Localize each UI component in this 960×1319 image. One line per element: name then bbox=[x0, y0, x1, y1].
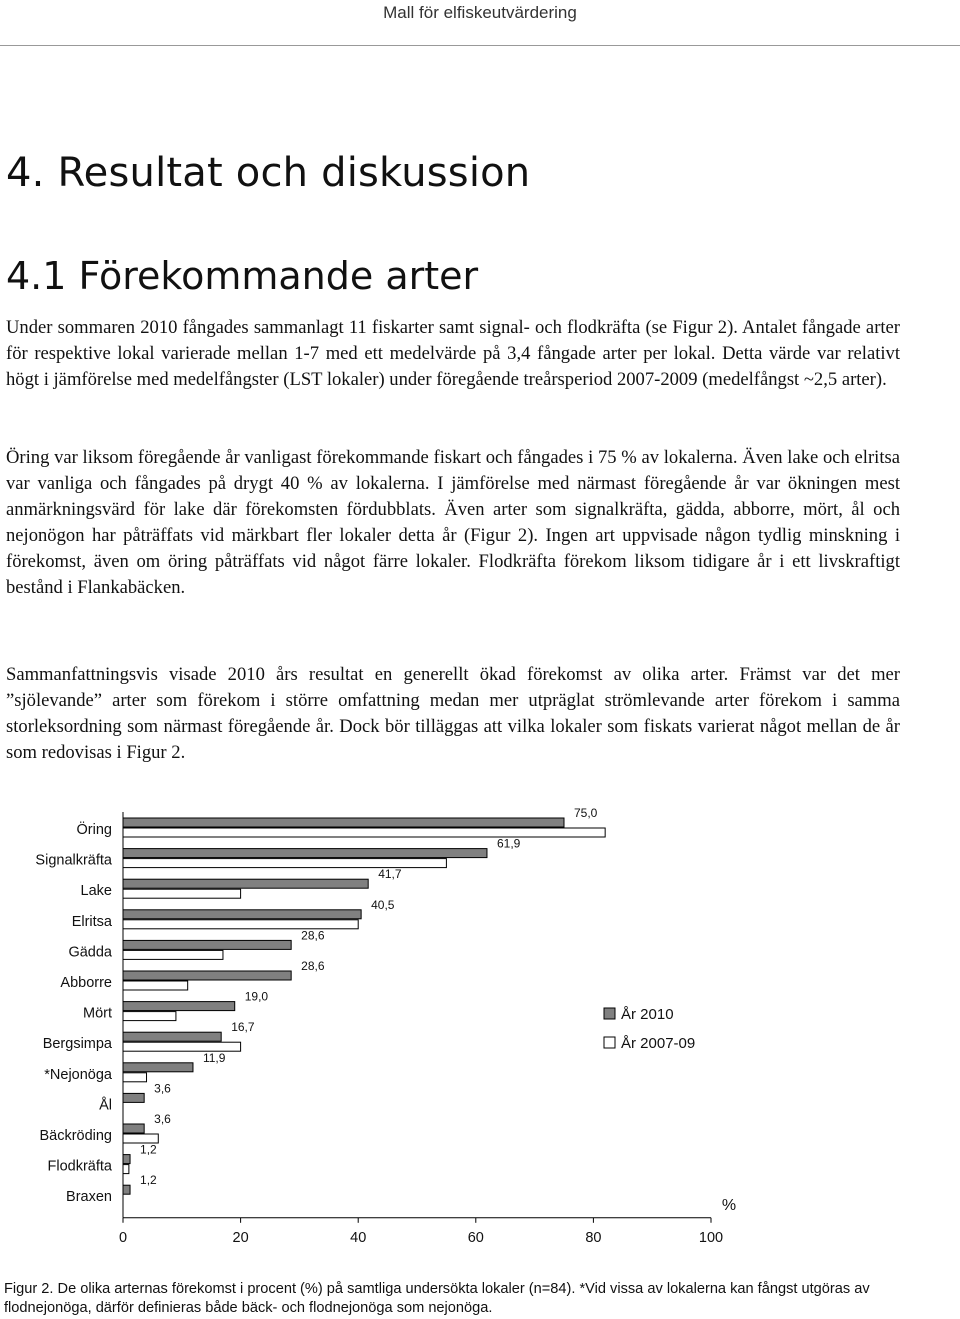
data-label: 1,2 bbox=[140, 1173, 157, 1188]
legend-swatch bbox=[604, 1008, 615, 1019]
bar-2010 bbox=[123, 1185, 130, 1194]
bar-2007-09 bbox=[123, 828, 605, 837]
category-label: Braxen bbox=[66, 1189, 112, 1206]
data-label: 16,7 bbox=[231, 1020, 255, 1035]
bar-2010 bbox=[123, 1155, 130, 1164]
data-label: 1,2 bbox=[140, 1142, 157, 1157]
figure-caption: Figur 2. De olika arternas förekomst i procent (%) på samtliga undersökta lokaler (n=84). *Vid vissa av lokalerna kan fångst utgöras av flodnejonöga, därför definieras både bäck- och flodnejonöga som nejonöga. bbox=[4, 1281, 870, 1316]
bar-2010 bbox=[123, 1032, 221, 1041]
category-label: Signalkräfta bbox=[35, 852, 112, 869]
x-tick-label: 100 bbox=[698, 1229, 724, 1246]
data-label: 28,6 bbox=[301, 959, 325, 973]
category-label: *Nejonöga bbox=[44, 1066, 112, 1083]
header-rule bbox=[0, 45, 960, 46]
chapter-title: 4. Resultat och diskussion bbox=[6, 150, 531, 196]
data-label: 19,0 bbox=[244, 989, 269, 1004]
bar-2007-09 bbox=[123, 1073, 147, 1082]
data-label: 41,7 bbox=[378, 867, 402, 882]
category-label: Abborre bbox=[60, 975, 112, 991]
legend-label: År 2007-09 bbox=[621, 1035, 696, 1052]
category-label: Öring bbox=[76, 822, 112, 838]
bar-2010 bbox=[123, 1002, 235, 1011]
category-label: Gädda bbox=[68, 944, 112, 961]
bar-2007-09 bbox=[123, 981, 188, 990]
bar-2010 bbox=[123, 910, 361, 919]
data-label: 28,6 bbox=[301, 928, 325, 943]
paragraph-3: Sammanfattningsvis visade 2010 års resultat en generellt ökad förekomst av olika arter. Främst var det mer ”sjölevande” arter som förekom i större omfattning medan mer utpräglat strömlevande arter förekom i samma storleksordning som närmast föregående år. Dock bör tilläggas att vilka lokaler som fiskats varierat något mellan de år som redovisas i Figur 2. bbox=[6, 664, 900, 763]
x-axis-label: % bbox=[721, 1196, 737, 1214]
bar-2010 bbox=[123, 818, 564, 827]
data-label: 11,9 bbox=[202, 1050, 226, 1065]
bar-2010 bbox=[123, 940, 291, 949]
category-label: Bäckröding bbox=[39, 1128, 112, 1144]
legend-swatch bbox=[604, 1037, 615, 1048]
species-occurrence-chart bbox=[0, 800, 960, 1260]
bar-2010 bbox=[123, 1124, 144, 1133]
data-label: 40,5 bbox=[371, 897, 395, 912]
x-tick-label: 60 bbox=[467, 1229, 484, 1246]
category-label: Lake bbox=[80, 883, 112, 900]
running-header: Mall för elfiskeutvärdering bbox=[383, 3, 577, 22]
data-label: 3,6 bbox=[154, 1112, 171, 1126]
bar-2010 bbox=[123, 1093, 144, 1102]
bar-2010 bbox=[123, 1063, 193, 1072]
x-tick-label: 80 bbox=[585, 1229, 602, 1246]
data-label: 61,9 bbox=[496, 836, 521, 851]
x-tick-label: 20 bbox=[232, 1229, 249, 1246]
category-label: Ål bbox=[99, 1097, 112, 1114]
x-tick-label: 0 bbox=[118, 1229, 128, 1246]
chart-svg bbox=[0, 800, 960, 1260]
bar-2010 bbox=[123, 971, 291, 980]
category-label: Elritsa bbox=[71, 913, 112, 930]
bar-2007-09 bbox=[123, 1165, 129, 1174]
category-label: Flodkräfta bbox=[47, 1158, 112, 1175]
bar-2007-09 bbox=[123, 889, 241, 898]
legend-label: År 2010 bbox=[621, 1006, 674, 1023]
x-tick-label: 40 bbox=[350, 1229, 367, 1246]
bar-2007-09 bbox=[123, 1012, 176, 1021]
bar-2007-09 bbox=[123, 950, 223, 959]
paragraph-1: Under sommaren 2010 fångades sammanlagt 11 fiskarter samt signal- och flodkräfta (se Figur 2). Antalet fångade arter för respektive lokal varierade mellan 1-7 med ett medelvärde på 3,4 fångade arter per lokal. Detta värde var relativt högt i jämförelse med medelfångster (LST lokaler) under föregående treårsperiod 2007-2009 (medelfångst ~2,5 arter). bbox=[6, 317, 900, 390]
data-label: 3,6 bbox=[154, 1081, 171, 1096]
bar-2010 bbox=[123, 879, 368, 888]
section-title: 4.1 Förekommande arter bbox=[6, 254, 479, 298]
bar-2010 bbox=[123, 849, 487, 858]
category-label: Bergsimpa bbox=[42, 1036, 112, 1053]
paragraph-2: Öring var liksom föregående år vanligast förekommande fiskart och fångades i 75 % av lokalerna. Även lake och elritsa var vanliga och fångades på drygt 40 % av lokalerna. I jämförelse med närmast föregående år var ökningen mest anmärkningsvärd för lake där förekomsten fördubblats. Även arter som signalkräfta, gädda, abborre, mört, ål och nejonögon har påträffats vid märkbart fler lokaler detta år (Figur 2). Ingen art uppvisade någon tydlig minskning i förekomst, även om öring påträffats vid något färre lokaler. Flodkräfta förekom liksom tidigare år i ett livskraftigt bestånd i Flankabäcken. bbox=[6, 447, 900, 598]
data-label: 75,0 bbox=[574, 806, 598, 820]
category-label: Mört bbox=[83, 1005, 112, 1022]
